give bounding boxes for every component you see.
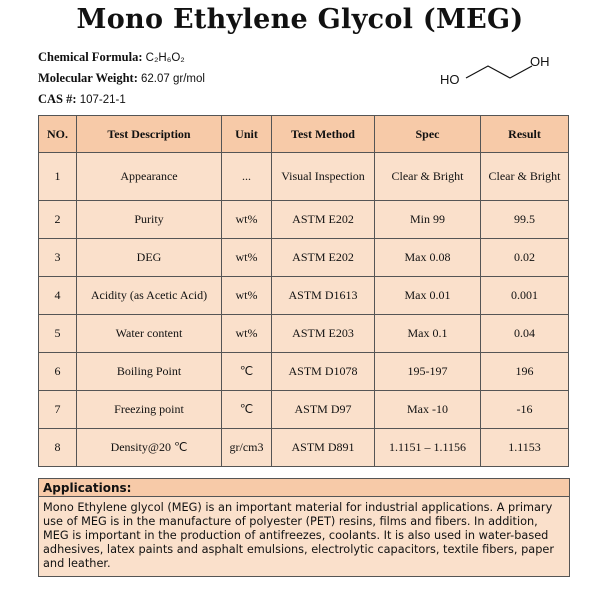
header-test-description: Test Description	[77, 116, 222, 153]
table-row	[39, 153, 569, 201]
molecule-structure	[436, 52, 556, 92]
chemical-formula-line: Chemical Formula: C₂H₆O₂	[38, 50, 185, 64]
cas-label: CAS #	[38, 92, 73, 106]
cell-unit: ℃	[222, 353, 272, 391]
applications-box	[38, 478, 570, 577]
cell-unit: gr/cm3	[222, 429, 272, 467]
applications-heading: Applications:	[39, 479, 569, 497]
cell-test-description: Freezing point	[77, 391, 222, 429]
cell-result: Clear & Bright	[481, 153, 569, 201]
cell-unit: wt%	[222, 201, 272, 239]
molecular-weight-line: Molecular Weight: 62.07 gr/mol	[38, 71, 205, 85]
cell-result: -16	[481, 391, 569, 429]
table-header-row	[39, 116, 569, 153]
applications-text: Mono Ethylene glycol (MEG) is an important material for industrial applications. A primary use of MEG is in the manufacture of polyester (PET) resins, films and fibers. In addition, MEG is important in the production of antifreezes, coolants. It is also used in water-based adhesives, latex paints and asphalt emulsions, electrolytic capacitors, textile fibers, paper and leather.	[39, 497, 569, 576]
cell-spec: 1.1151 – 1.1156	[375, 429, 481, 467]
cell-no: 4	[39, 277, 77, 315]
table-row	[39, 429, 569, 467]
cell-test-description: Purity	[77, 201, 222, 239]
cell-no: 1	[39, 153, 77, 201]
cell-test-description: Boiling Point	[77, 353, 222, 391]
cell-result: 196	[481, 353, 569, 391]
cell-spec: 195-197	[375, 353, 481, 391]
cell-result: 0.04	[481, 315, 569, 353]
page-title: Mono Ethylene Glycol (MEG)	[76, 4, 524, 35]
cell-test-method: ASTM D97	[272, 391, 375, 429]
cell-test-method: ASTM D891	[272, 429, 375, 467]
cell-test-description: Appearance	[77, 153, 222, 201]
cell-spec: Clear & Bright	[375, 153, 481, 201]
table-row	[39, 239, 569, 277]
cell-unit: wt%	[222, 239, 272, 277]
cell-no: 3	[39, 239, 77, 277]
cell-test-method: ASTM E202	[272, 239, 375, 277]
header-spec: Spec	[375, 116, 481, 153]
cell-test-method: ASTM E202	[272, 201, 375, 239]
cell-test-method: ASTM D1613	[272, 277, 375, 315]
cell-spec: Max 0.08	[375, 239, 481, 277]
cell-result: 0.001	[481, 277, 569, 315]
molecular-weight-label: Molecular Weight	[38, 71, 134, 85]
cell-test-description: Water content	[77, 315, 222, 353]
hydroxyl-left-label: HO	[440, 72, 460, 87]
cell-unit: ℃	[222, 391, 272, 429]
molecular-weight-value: 62.07 gr/mol	[141, 73, 205, 85]
cell-spec: Max 0.01	[375, 277, 481, 315]
header-unit: Unit	[222, 116, 272, 153]
cell-test-description: Acidity (as Acetic Acid)	[77, 277, 222, 315]
cell-unit: wt%	[222, 315, 272, 353]
table-row	[39, 201, 569, 239]
chemical-formula-value: C₂H₆O₂	[145, 52, 185, 64]
cell-test-method: ASTM D1078	[272, 353, 375, 391]
cell-no: 6	[39, 353, 77, 391]
table-row	[39, 277, 569, 315]
cell-spec: Max -10	[375, 391, 481, 429]
header-test-method: Test Method	[272, 116, 375, 153]
cell-no: 8	[39, 429, 77, 467]
cell-test-description: Density@20 ℃	[77, 429, 222, 467]
chemical-formula-label: Chemical Formula	[38, 50, 139, 64]
cell-test-description: DEG	[77, 239, 222, 277]
header-result: Result	[481, 116, 569, 153]
cell-no: 2	[39, 201, 77, 239]
cell-result: 99.5	[481, 201, 569, 239]
header-no: NO.	[39, 116, 77, 153]
cell-result: 0.02	[481, 239, 569, 277]
cell-no: 5	[39, 315, 77, 353]
cell-result: 1.1153	[481, 429, 569, 467]
table-row	[39, 353, 569, 391]
cell-test-method: Visual Inspection	[272, 153, 375, 201]
cell-unit: ...	[222, 153, 272, 201]
cell-spec: Max 0.1	[375, 315, 481, 353]
table-row	[39, 391, 569, 429]
specification-table	[38, 115, 569, 467]
table-row	[39, 315, 569, 353]
cell-no: 7	[39, 391, 77, 429]
cell-unit: wt%	[222, 277, 272, 315]
cell-test-method: ASTM E203	[272, 315, 375, 353]
cas-line: CAS #: 107-21-1	[38, 92, 126, 106]
cell-spec: Min 99	[375, 201, 481, 239]
hydroxyl-right-label: OH	[530, 54, 550, 69]
cas-value: 107-21-1	[79, 94, 126, 106]
